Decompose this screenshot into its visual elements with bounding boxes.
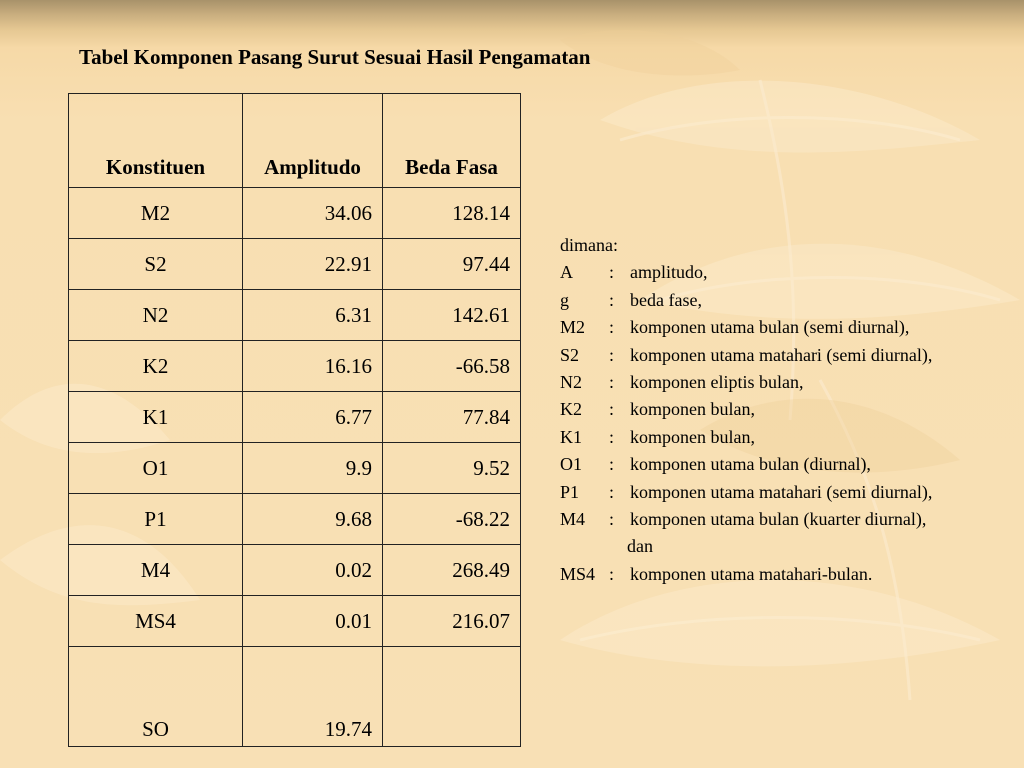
cell-amplitudo: 6.77 — [243, 392, 383, 443]
legend-symbol: P1 — [560, 481, 580, 502]
legend-symbol: MS4 — [560, 563, 596, 584]
table-row — [69, 239, 521, 290]
legend-item — [560, 561, 932, 588]
tidal-components-table — [68, 93, 521, 747]
legend-item — [560, 287, 932, 314]
legend-separator: : — [609, 344, 615, 365]
cell-konstituen: M2 — [69, 188, 243, 239]
cell-amplitudo: 16.16 — [243, 341, 383, 392]
cell-amplitudo: 34.06 — [243, 188, 383, 239]
table-header-row — [69, 94, 521, 188]
cell-beda-fasa: 216.07 — [383, 596, 521, 647]
cell-konstituen: SO — [69, 647, 243, 747]
cell-beda-fasa: 77.84 — [383, 392, 521, 443]
cell-beda-fasa: -66.58 — [383, 341, 521, 392]
symbol-legend — [560, 232, 932, 588]
cell-beda-fasa: 268.49 — [383, 545, 521, 596]
legend-separator: : — [609, 454, 615, 475]
legend-item — [560, 342, 932, 369]
cell-konstituen: P1 — [69, 494, 243, 545]
cell-beda-fasa: 142.61 — [383, 290, 521, 341]
column-header-beda-fasa: Beda Fasa — [383, 94, 521, 188]
legend-separator: : — [609, 426, 615, 447]
slide-title: Tabel Komponen Pasang Surut Sesuai Hasil Pengamatan — [79, 45, 591, 69]
cell-beda-fasa: 9.52 — [383, 443, 521, 494]
legend-symbol: K2 — [560, 399, 582, 420]
legend-item — [560, 424, 932, 451]
cell-amplitudo: 19.74 — [243, 647, 383, 747]
legend-description: komponen eliptis bulan, — [630, 372, 804, 393]
cell-amplitudo: 6.31 — [243, 290, 383, 341]
legend-description: komponen bulan, — [630, 399, 755, 420]
cell-konstituen: N2 — [69, 290, 243, 341]
legend-separator: : — [609, 372, 615, 393]
cell-amplitudo: 0.01 — [243, 596, 383, 647]
legend-symbol: S2 — [560, 344, 580, 365]
legend-item — [560, 506, 932, 533]
table-row — [69, 545, 521, 596]
cell-konstituen: K1 — [69, 392, 243, 443]
legend-symbol: g — [560, 289, 569, 310]
legend-separator: : — [609, 563, 615, 584]
legend-description: komponen utama matahari (semi diurnal), — [630, 344, 933, 365]
column-header-amplitudo: Amplitudo — [243, 94, 383, 188]
cell-amplitudo: 9.68 — [243, 494, 383, 545]
cell-konstituen: M4 — [69, 545, 243, 596]
legend-item — [560, 369, 932, 396]
legend-description: komponen utama matahari (semi diurnal), — [630, 481, 933, 502]
column-header-konstituen: Konstituen — [69, 94, 243, 188]
legend-description: komponen utama matahari-bulan. — [630, 563, 873, 584]
cell-konstituen: MS4 — [69, 596, 243, 647]
table-row — [69, 443, 521, 494]
legend-description: komponen utama bulan (kuarter diurnal), — [630, 509, 927, 530]
table-row — [69, 494, 521, 545]
legend-symbol: K1 — [560, 426, 582, 447]
legend-item — [560, 451, 932, 478]
legend-symbol: M2 — [560, 317, 586, 338]
legend-separator: : — [609, 289, 615, 310]
table-row — [69, 341, 521, 392]
cell-beda-fasa: -68.22 — [383, 494, 521, 545]
legend-item — [560, 396, 932, 423]
table-row — [69, 290, 521, 341]
cell-amplitudo: 22.91 — [243, 239, 383, 290]
cell-konstituen: K2 — [69, 341, 243, 392]
legend-description: komponen bulan, — [630, 426, 755, 447]
cell-konstituen: O1 — [69, 443, 243, 494]
legend-symbol: A — [560, 262, 573, 283]
legend-description: komponen utama bulan (diurnal), — [630, 454, 871, 475]
legend-separator: : — [609, 509, 615, 530]
legend-symbol: O1 — [560, 454, 582, 475]
cell-amplitudo: 0.02 — [243, 545, 383, 596]
table-row — [69, 596, 521, 647]
legend-separator: : — [609, 481, 615, 502]
cell-beda-fasa — [383, 647, 521, 747]
legend-item — [560, 314, 932, 341]
legend-symbol: N2 — [560, 372, 582, 393]
legend-description: beda fase, — [630, 289, 702, 310]
legend-separator: : — [609, 317, 615, 338]
cell-amplitudo: 9.9 — [243, 443, 383, 494]
cell-beda-fasa: 128.14 — [383, 188, 521, 239]
legend-connector: dan — [627, 536, 653, 557]
legend-separator: : — [609, 262, 615, 283]
table-row — [69, 188, 521, 239]
table-row — [69, 392, 521, 443]
table-row — [69, 647, 521, 747]
legend-separator: : — [609, 399, 615, 420]
legend-symbol: M4 — [560, 509, 586, 530]
legend-heading: dimana: — [560, 235, 618, 255]
legend-description: amplitudo, — [630, 262, 708, 283]
legend-description: komponen utama bulan (semi diurnal), — [630, 317, 910, 338]
cell-beda-fasa: 97.44 — [383, 239, 521, 290]
legend-item — [560, 259, 932, 286]
legend-item — [560, 479, 932, 506]
cell-konstituen: S2 — [69, 239, 243, 290]
